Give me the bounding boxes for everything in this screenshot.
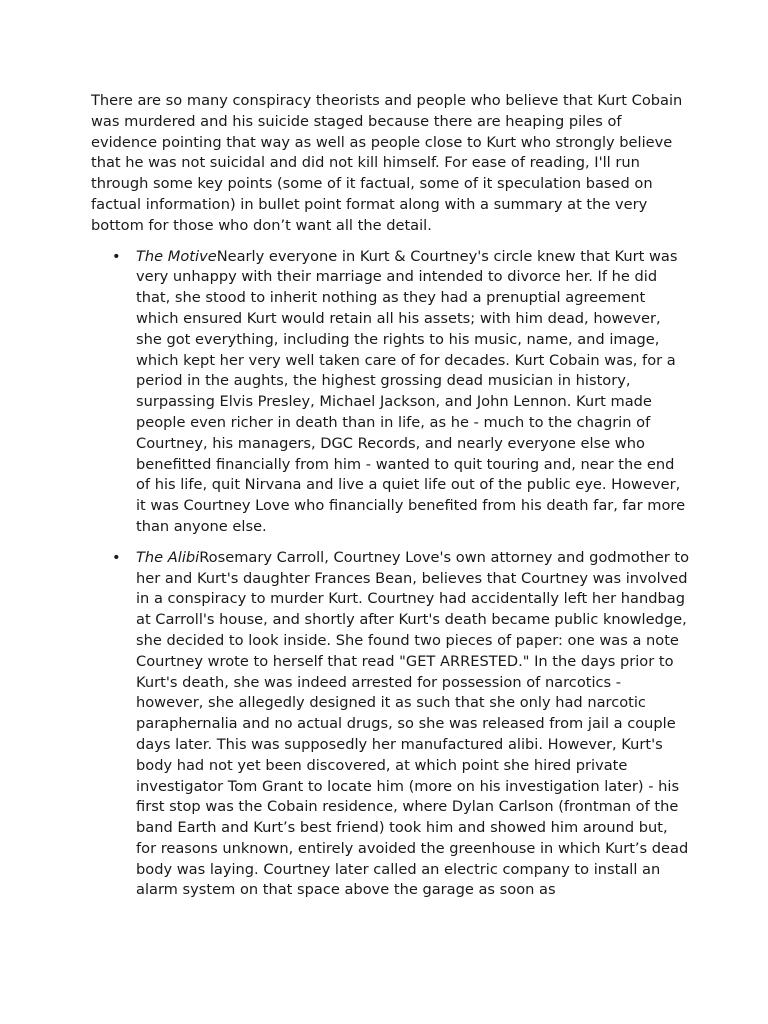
bullet-item-alibi bbox=[91, 548, 691, 902]
bullet-heading-motive: The Motive bbox=[136, 247, 217, 265]
bullet-marker: • bbox=[112, 548, 121, 566]
bullet-item-motive bbox=[91, 247, 691, 538]
bullet-list bbox=[91, 247, 691, 902]
intro-paragraph: There are so many conspiracy theorists and people who believe that Kurt Cobain was murdered and his suicide staged because there are heaping piles of evidence pointing that way as well as people close to Kurt who strongly believe that he was not suicidal and did not kill himself. For ease of reading, I'll run through some key points (some of it factual, some of it speculation based on factual information) in bullet point format along with a summary at the very bottom for those who don’t want all the detail. bbox=[91, 92, 683, 234]
bullet-marker: • bbox=[112, 247, 121, 265]
document-page bbox=[91, 91, 691, 901]
bullet-heading-alibi: The Alibi bbox=[136, 548, 200, 566]
bullet-text-alibi: Rosemary Carroll, Courtney Love's own attorney and godmother to her and Kurt's daughter Frances Bean, believes that Courtney was involved in a conspiracy to murder Kurt. Courtney had accidentally left her handbag at Carroll's house, and shortly after Kurt's death became public knowledge, she decided to look inside. She found two pieces of paper: one was a note Courtney wrote to herself that read "GET ARRESTED." In the days prior to Kurt's death, she was indeed arrested for possession of narcotics - however, she allegedly designed it as such that she only had narcotic paraphernalia and no actual drugs, so she was released from jail a couple days later. This was supposedly her manufactured alibi. However, Kurt's body had not yet been discovered, at which point she hired private investigator Tom Grant to locate him (more on his investigation later) - his first stop was the Cobain residence, where Dylan Carlson (frontman of the band Earth and Kurt’s best friend) took him and showed him around but, for reasons unknown, entirely avoided the greenhouse in which Kurt’s dead body was laying. Courtney later called an electric company to install an alarm system on that space above the garage as soon as bbox=[136, 548, 690, 899]
bullet-text-motive: Nearly everyone in Kurt & Courtney's circle knew that Kurt was very unhappy with their marriage and intended to divorce her. If he did that, she stood to inherit nothing as they had a prenuptial agreement which ensured Kurt would retain all his assets; with him dead, however, she got everything, including the rights to his music, name, and image, which kept her very well taken care of for decades. Kurt Cobain was, for a period in the aughts, the highest grossing dead musician in history, surpassing Elvis Presley, Michael Jackson, and John Lennon. Kurt made people even richer in death than in life, as he - much to the chagrin of Courtney, his managers, DGC Records, and nearly everyone else who benefitted financially from him - wanted to quit touring and, near the end of his life, quit Nirvana and live a quiet life out of the public eye. However, it was Courtney Love who financially benefited from his death far, far more than anyone else. bbox=[136, 247, 686, 535]
